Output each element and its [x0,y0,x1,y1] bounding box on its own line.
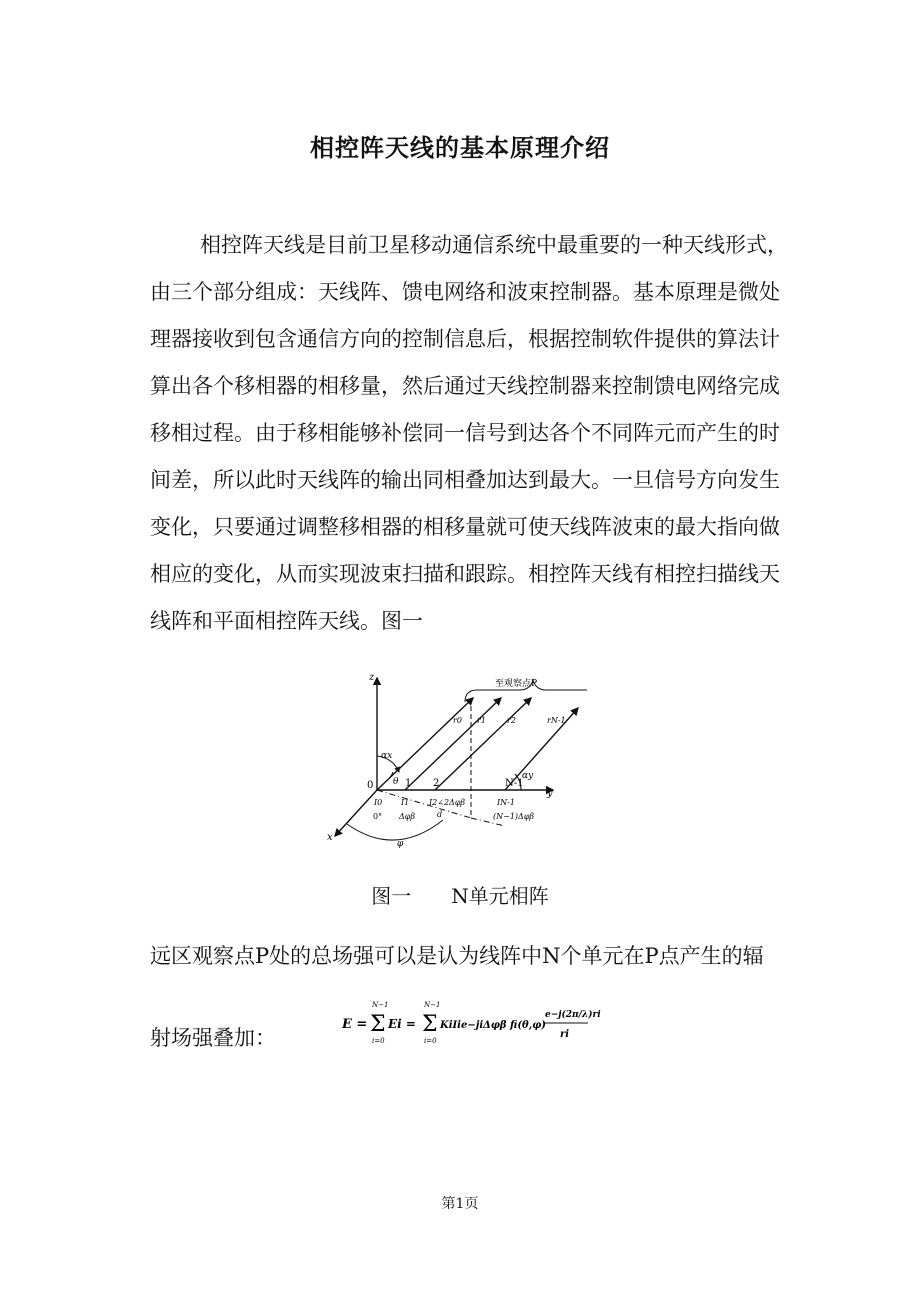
body-paragraph [150,222,810,645]
field-sum-formula [340,995,601,1055]
sum2-top: N−1 [424,1001,441,1009]
spacing-d: d [437,810,443,819]
phase-delta: Δφβ [399,812,416,821]
paragraph-line: 间差，所以此时天线阵的输出同相叠加达到最大。一旦信号方向发生 [150,468,780,492]
current-IN1: IN-1 [497,798,515,807]
fraction-numerator: e−j(2π/λ)ri [545,1010,601,1020]
paragraph-line: 移相过程。由于移相能够补偿同一信号到达各个不同阵元而产生的时 [150,421,780,445]
element-1-label: 1 [405,778,412,789]
sum2-symbol: Σ [422,1012,438,1037]
page-footer: 第1页 [441,1196,479,1212]
sum1-top: N−1 [372,1001,389,1009]
formula-term2: KiIie−jiΔφβ fi(θ,φ) [440,1020,546,1031]
z-axis-label: z [369,672,375,683]
paragraph-line: 线阵和平面相控阵天线。图一 [150,609,423,633]
sum2-bottom: i=0 [424,1037,437,1045]
figure-caption [0,880,920,909]
current-I1: I1 [401,798,410,807]
fraction-denominator: ri [560,1029,570,1040]
sum1-symbol: Σ [370,1012,386,1037]
current-I0: I0 [374,798,383,807]
alpha-y-label: αy [522,771,534,781]
element-n1-label: N-1 [505,778,524,789]
ray-r1 [405,698,501,790]
ray-rN1-label: rN-1 [547,716,566,725]
origin-label: 0 [367,780,374,791]
current-I2: I2∠2Δφβ [429,798,466,807]
caption-prefix: 图一 [371,884,412,908]
phi-label: φ [397,839,404,849]
paragraph-line: 相应的变化，从而实现波束扫描和跟踪。相控阵天线有相控扫描线天 [150,562,780,586]
element-2-label: 2 [433,778,440,789]
paragraph-line: 变化，只要通过调整移相器的相移量就可使天线阵波束的最大指向做 [150,515,780,539]
formula-term1: Ei = [388,1017,416,1031]
x-axis-label: x [327,832,333,843]
sum1-bottom: i=0 [372,1037,385,1045]
page-title: 相控阵天线的基本原理介绍 [310,133,610,162]
ray-r1-label: r1 [477,716,486,725]
observe-point-label: 至观察点P [495,679,538,689]
antenna-array-figure [325,668,580,858]
ray-r2-label: r2 [507,716,516,725]
caption-text: N单元相阵 [451,884,549,908]
theta-label: θ [393,777,399,787]
paragraph-line: 相控阵天线是目前卫星移动通信系统中最重要的一种天线形式， [200,233,788,257]
x-axis [335,790,377,836]
paragraph-line: 算出各个移相器的相移量，然后通过天线控制器来控制馈电网络完成 [150,374,780,398]
body-line-far-field: 远区观察点P处的总场强可以是认为线阵中N个单元在P点产生的辐 [150,944,764,968]
y-axis-label: y [547,788,553,799]
paragraph-line: 由三个部分组成：天线阵、馈电网络和波束控制器。基本原理是微处 [150,280,780,304]
paragraph-line: 理器接收到包含通信方向的控制信息后，根据控制软件提供的算法计 [150,327,780,351]
body-line-superposition: 射场强叠加： [150,1026,276,1050]
phase-delta-n: (N−1)Δφβ [493,812,535,821]
alpha-x-label: αx [381,751,393,761]
ray-r0-label: r0 [453,716,462,725]
formula-lhs: E = [342,1017,368,1032]
phi-arc [347,820,443,840]
phase-zero: 0° [373,812,383,821]
